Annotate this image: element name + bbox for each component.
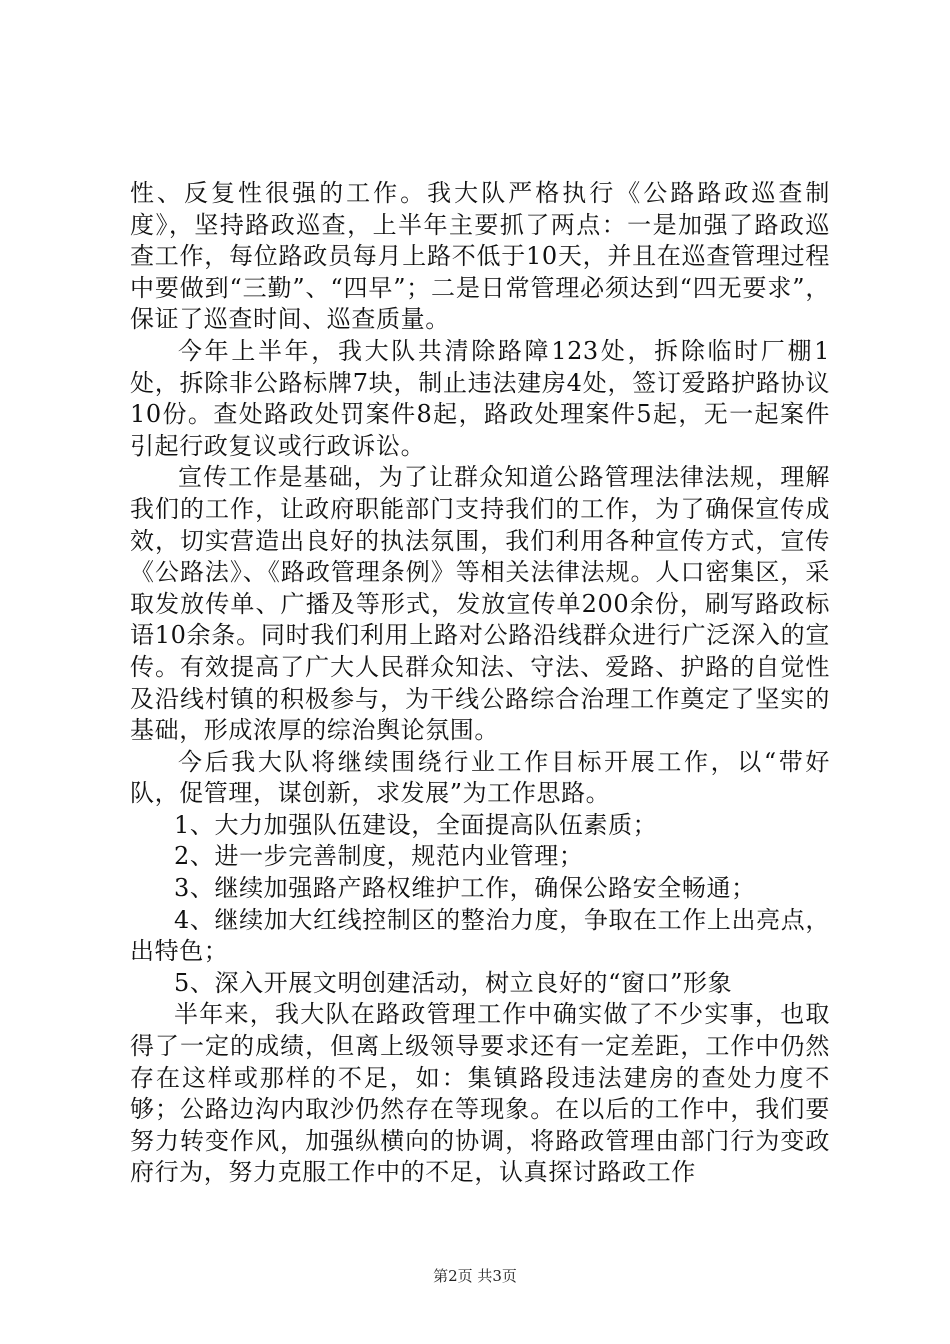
list-item-4: 4、继续加大红线控制区的整治力度，争取在工作上出亮点，出特色； (130, 905, 830, 966)
paragraph-future-plan: 今后我大队将继续围绕行业工作目标开展工作，以“带好队，促管理，谋创新，求发展”为工作思路。 (130, 747, 830, 808)
page-footer: 第2页 共3页 (433, 1267, 517, 1285)
paragraph-publicity: 宣传工作是基础，为了让群众知道公路管理法律法规，理解我们的工作，让政府职能部门支持我们的工作，为了确保宣传成效，切实营造出良好的执法氛围，我们利用各种宣传方式，宣传《公路法》、《路政管理条例》等相关法律法规。人口密集区，采取发放传单、广播及等形式，发放宣传单200余份，刷写路政标语10余条。同时我们利用上路对公路沿线群众进行广泛深入的宣传。有效提高了广大人民群众知法、守法、爱路、护路的自觉性及沿线村镇的积极参与，为干线公路综合治理工作奠定了坚实的基础，形成浓厚的综治舆论氛围。 (130, 463, 830, 745)
list-item-2: 2、进一步完善制度，规范内业管理； (174, 842, 584, 871)
list-item-3: 3、继续加强路产路权维护工作，确保公路安全畅通； (174, 874, 756, 903)
document-body (130, 178, 830, 1189)
paragraph-summary: 半年来，我大队在路政管理工作中确实做了不少实事，也取得了一定的成绩，但离上级领导要求还有一定差距，工作中仍然存在这样或那样的不足，如：集镇路段违法建房的查处力度不够；公路边沟内取沙仍然存在等现象。在以后的工作中，我们要努力转变作风，加强纵横向的协调，将路政管理由部门行为变政府行为，努力克服工作中的不足，认真探讨路政工作 (130, 1000, 830, 1187)
paragraph-patrol: 性、反复性很强的工作。我大队严格执行《公路路政巡查制度》，坚持路政巡查，上半年主要抓了两点：一是加强了路政巡查工作，每位路政员每月上路不低于10天，并且在巡查管理过程中要做到“三勤”、“四早”；二是日常管理必须达到“四无要求”，保证了巡查时间、巡查质量。 (130, 179, 830, 334)
list-item-1: 1、大力加强队伍建设，全面提高队伍素质； (174, 810, 658, 839)
paragraph-statistics: 今年上半年，我大队共清除路障123处，拆除临时厂棚1处，拆除非公路标牌7块，制止违法建房4处，签订爱路护路协议10份。查处路政处罚案件8起，路政处理案件5起，无一起案件引起行政复议或行政诉讼。 (130, 336, 830, 460)
list-item-5: 5、深入开展文明创建活动，树立良好的“窗口”形象 (174, 968, 733, 997)
